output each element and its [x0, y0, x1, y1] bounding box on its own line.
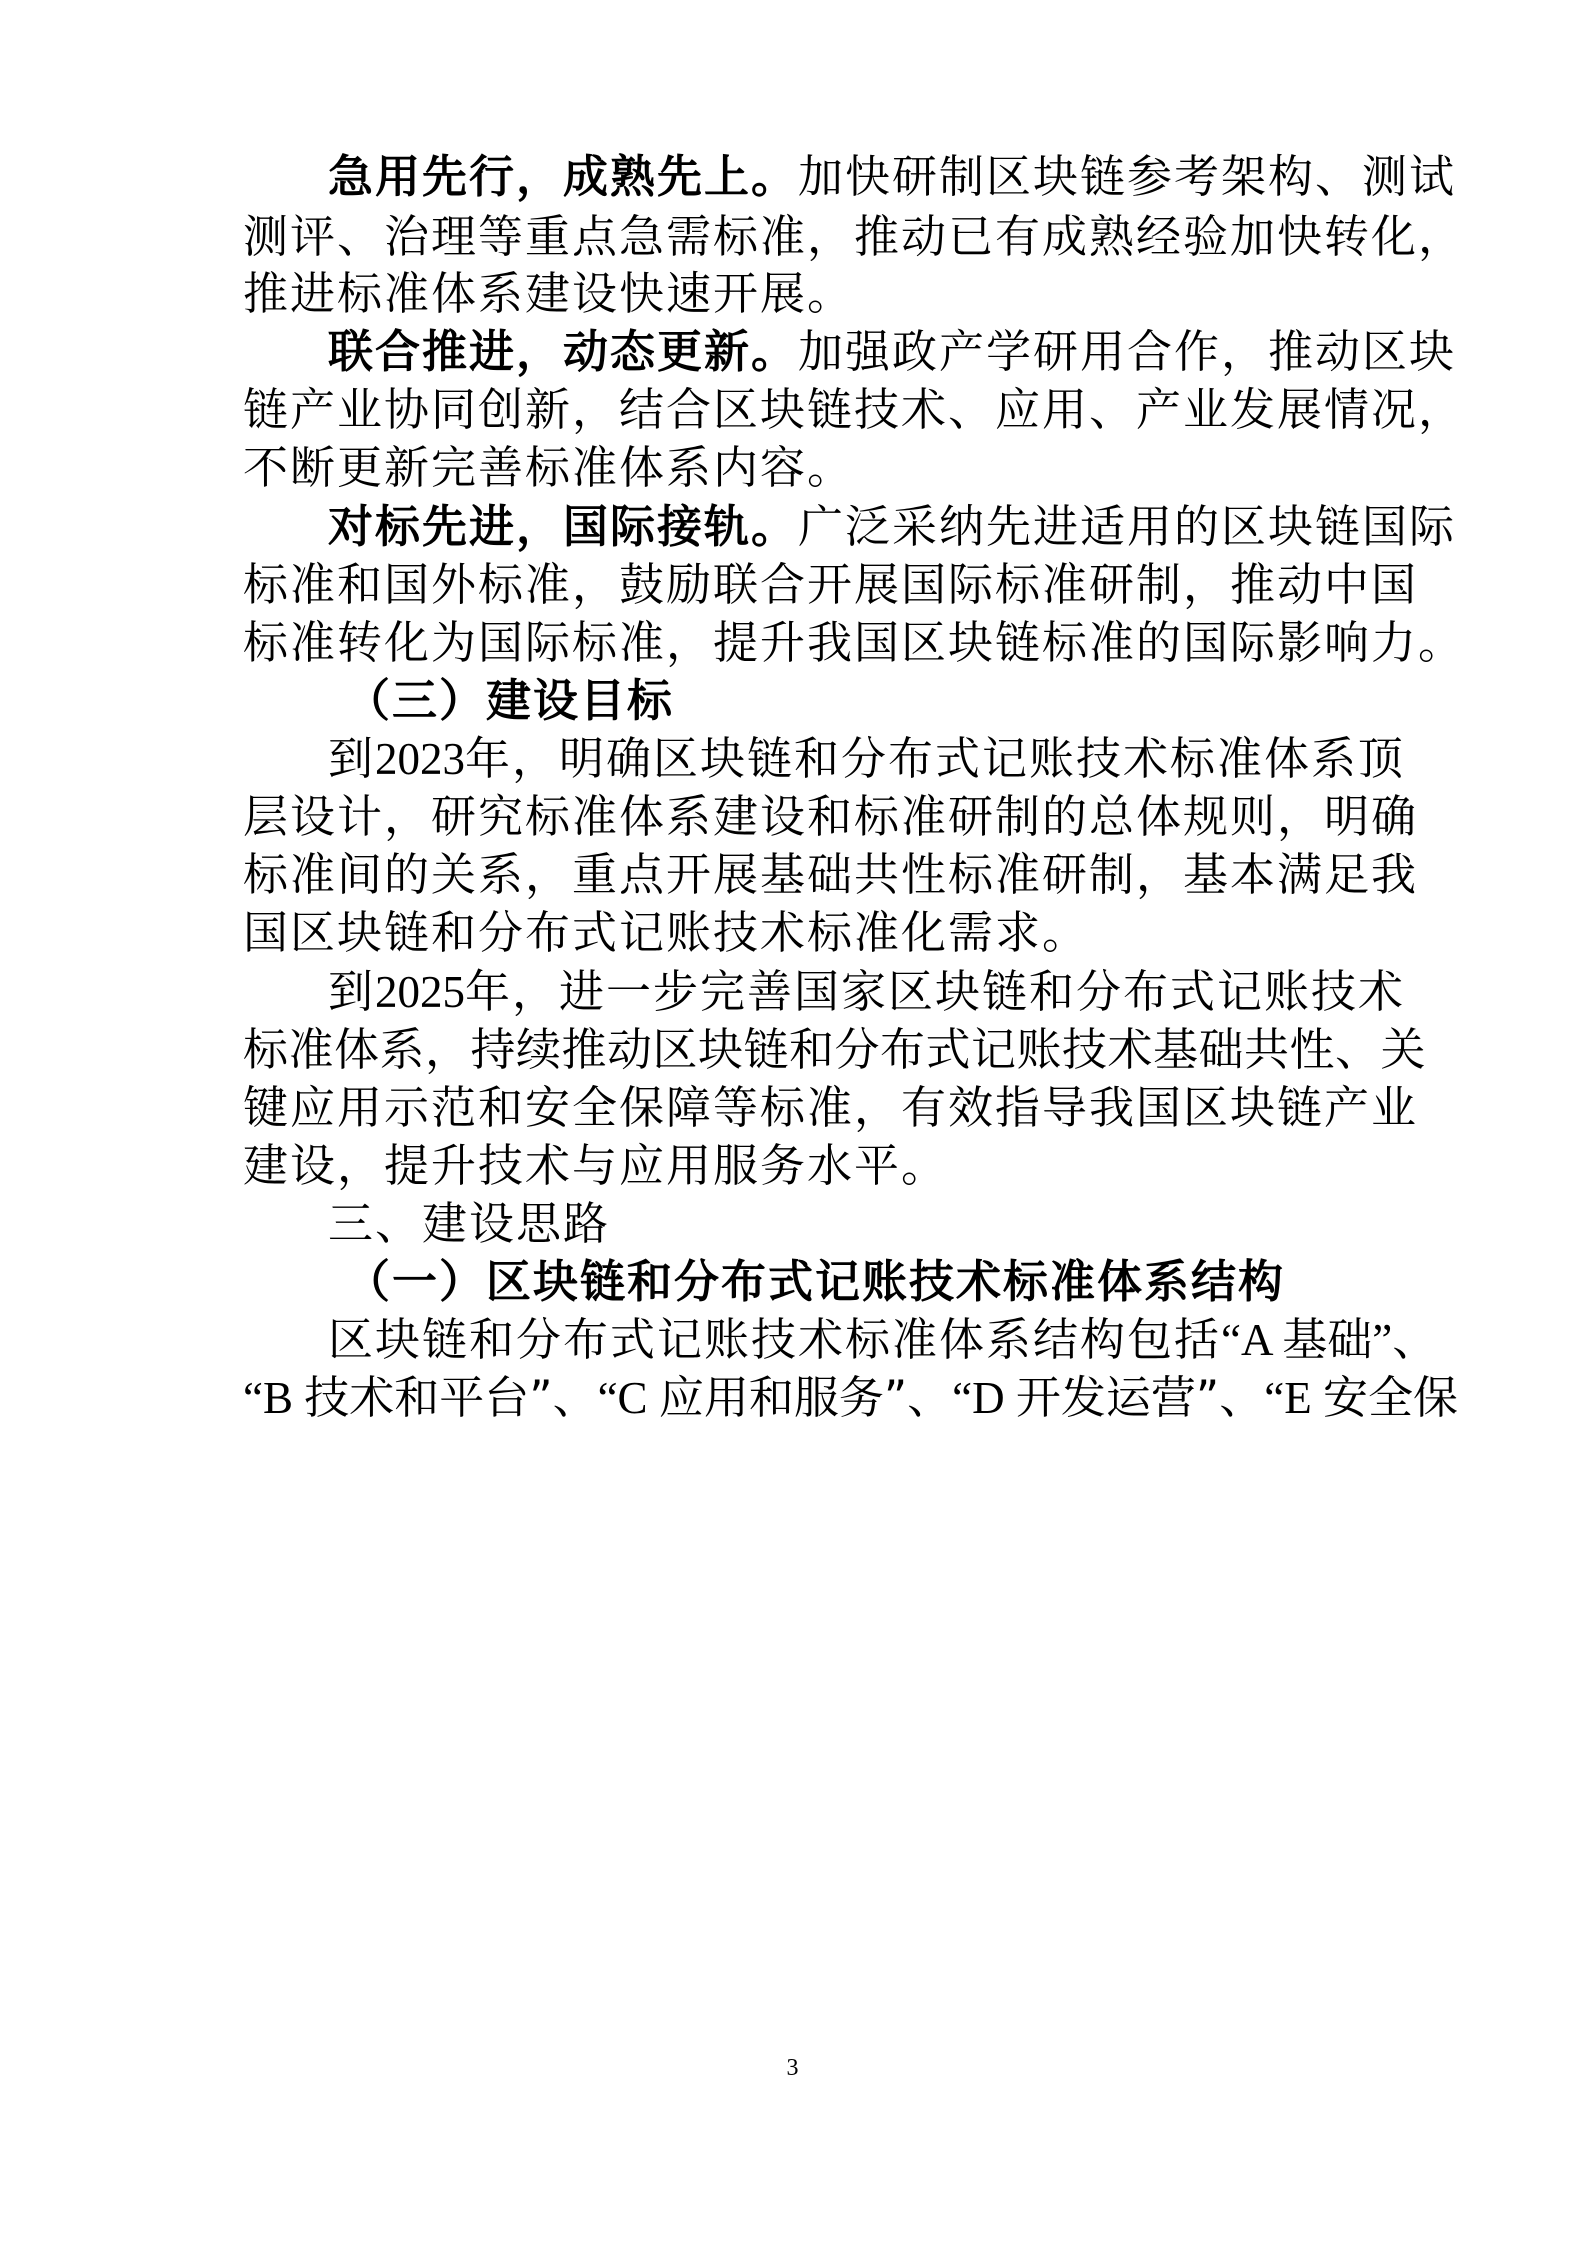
page-number: 3	[786, 2055, 799, 2081]
para-4-line-1: 到2023年，明确区块链和分布式记账技术标准体系顶	[328, 732, 1406, 785]
para-5-line-4: 建设，提升技术与应用服务水平。	[243, 1139, 949, 1192]
para-2-line-2: 链产业协同创新，结合区块链技术、应用、产业发展情况，	[243, 383, 1466, 436]
para-6-line-1: 区块链和分布式记账技术标准体系结构包括“A 基础”、	[328, 1313, 1438, 1366]
para-2-lead: 联合推进，动态更新。	[328, 325, 799, 378]
para-5-line-2: 标准体系，持续推动区块链和分布式记账技术基础共性、关	[243, 1023, 1427, 1076]
year-2025: 2025	[375, 967, 466, 1017]
para-4-line-4: 国区块链和分布式记账技术标准化需求。	[243, 906, 1090, 959]
para-1-line-2: 测评、治理等重点急需标准，推动已有成熟经验加快转化，	[243, 210, 1466, 263]
para-1-line-1: 急用先行，成熟先上。加快研制区块链参考架构、测试	[328, 150, 1457, 203]
para-2-line-1: 联合推进，动态更新。加强政产学研用合作，推动区块	[328, 325, 1457, 378]
para-6-line-2: “B 技术和平台”、“C 应用和服务”、“D 开发运营”、“E 安全保	[243, 1371, 1458, 1424]
para-5-line-1: 到2025年，进一步完善国家区块链和分布式记账技术	[328, 965, 1406, 1018]
para-1-line-3: 推进标准体系建设快速开展。	[243, 267, 855, 320]
para-3-line-3: 标准转化为国际标准，提升我国区块链标准的国际影响力。	[243, 616, 1466, 669]
para-3-lead: 对标先进，国际接轨。	[328, 500, 799, 553]
para-4-line-2: 层设计，研究标准体系建设和标准研制的总体规则，明确	[243, 790, 1419, 843]
heading-goals: （三）建设目标	[345, 674, 675, 727]
para-3-line-2: 标准和国外标准，鼓励联合开展国际标准研制，推动中国	[243, 558, 1419, 611]
para-3-line-1: 对标先进，国际接轨。广泛采纳先进适用的区块链国际	[328, 500, 1457, 553]
heading-structure: （一）区块链和分布式记账技术标准体系结构	[345, 1255, 1286, 1308]
heading-section-3: 三、建设思路	[328, 1197, 611, 1250]
para-4-line-3: 标准间的关系，重点开展基础共性标准研制，基本满足我	[243, 848, 1419, 901]
para-5-line-3: 键应用示范和安全保障等标准，有效指导我国区块链产业	[243, 1081, 1419, 1134]
para-2-line-3: 不断更新完善标准体系内容。	[243, 441, 855, 494]
year-2023: 2023	[375, 734, 466, 784]
para-1-lead: 急用先行，成熟先上。	[328, 150, 799, 203]
